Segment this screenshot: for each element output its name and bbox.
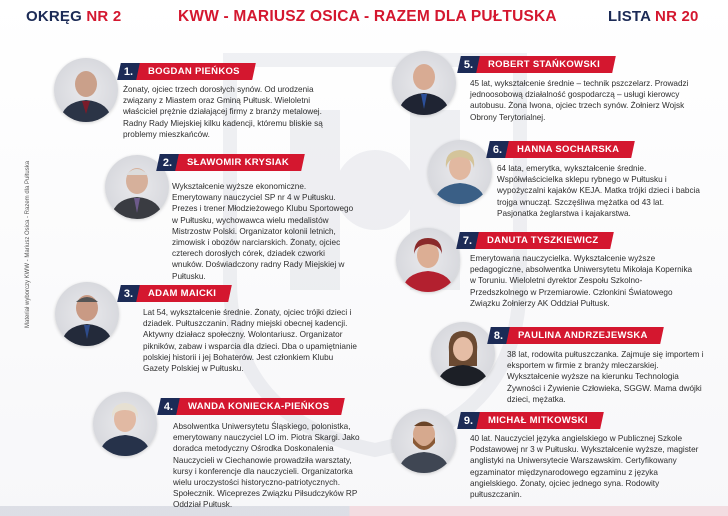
- candidate-name-6: HANNA SOCHARSKA: [517, 144, 620, 155]
- list-number: NR 20: [655, 8, 699, 25]
- candidate-name-9: MICHAŁ MITKOWSKI: [488, 415, 588, 426]
- candidate-name-1: BOGDAN PIEŃKOS: [148, 66, 240, 77]
- candidate-bar-5: [459, 56, 614, 73]
- candidate-number-8: 8.: [494, 329, 504, 342]
- candidate-bio-7: Emerytowana nauczycielka. Wykształcenie wyższe pedagogiczne, absolwentka Uniwersytetu Mikołaja Kopernika w Toruniu. Wieloletni dyrektor Zespołu Szkolno-Przedszkolnego w Przemiarowie. Członkini Światowego Związku Żołnierzy AK Oddział Pułtusk.: [470, 254, 693, 308]
- candidate-photo-4: [93, 392, 157, 456]
- candidate-bio-3: Lat 54, wykształcenie średnie. Żonaty, ojciec trójki dzieci i dziadek. Pułtuszczanin. Radny miejski obecnej kadencji. Aktywny działacz społeczny. Wolontariusz. Organizator pikników, zabaw i wsparcia dla dzieci. Dba o upamiętnianie polskiej historii i jej Bohaterów. Jest członkiem Klubu Gazety Polskiej w Pułtusku.: [143, 308, 357, 374]
- candidate-number-2: 2.: [163, 156, 173, 169]
- candidate-bio-6: 64 lata, emerytka, wykształcenie średnie. Współwłaścicielka sklepu rybnego w Pułtusku i wypożyczalni kajaków KEJA. Matka trójki dzieci i babcia trojga wnucząt. Szczęśliwa mężatka od 43 lat. Pasjonatka żeglarstwa i kajakarstwa.: [497, 164, 700, 218]
- candidate-bar-2: [158, 154, 303, 171]
- candidate-bio-4: Absolwentka Uniwersytetu Śląskiego, polonistka, emerytowany nauczyciel LO im. Piotra Skargi. Jako doradca metodyczny Ośrodka Doskonalenia Nauczycieli w Ciechanowie prowadziła warsztaty, kursy i konferencje dla nauczycieli. Organizatorka wielu uroczystości historyczno-patriotycznych. Społecznik. Wiceprezes Związku Piłsudczyków RP Oddział Pułtusk.: [173, 422, 360, 510]
- candidate-bar-4: [159, 398, 343, 415]
- candidate-name-4: WANDA KONIECKA-PIEŃKOS: [188, 401, 330, 412]
- candidate-number-4: 4.: [164, 400, 174, 413]
- candidate-number-1: 1.: [124, 65, 134, 78]
- district-label: OKRĘG: [26, 8, 83, 25]
- bottom-ribbon: [0, 506, 728, 516]
- candidate-bio-5: 45 lat, wykształcenie średnie – technik pszczelarz. Prowadzi jednoosobową działalność gospodarczą – usługi kierowcy autobusu. Żona Iwona, ojciec trzech synów. Żołnierz Wojsk Obrony Terytorialnej.: [470, 79, 689, 122]
- candidate-number-5: 5.: [464, 58, 474, 71]
- candidate-number-3: 3.: [124, 287, 134, 300]
- district-header: [26, 8, 121, 25]
- candidate-photo-8: [431, 322, 495, 386]
- candidate-name-3: ADAM MAICKI: [148, 288, 217, 299]
- candidate-bar-8: [489, 327, 662, 344]
- candidate-photo-6: [428, 140, 492, 204]
- candidate-bio-8: 38 lat, rodowita pułtuszczanka. Zajmuje się importem i eksportem w firmie z branży mleczarskiej. Wykształcenie wyższe na kierunku Technologia Żywności i Żywienie Człowieka, SGGW. Mama dwójki dzieci, mężatka.: [507, 350, 704, 404]
- candidate-name-8: PAULINA ANDRZEJEWSKA: [518, 330, 648, 341]
- candidate-bar-7: [458, 232, 612, 249]
- candidate-name-5: ROBERT STAŃKOWSKI: [488, 59, 601, 70]
- list-label: LISTA: [608, 8, 651, 25]
- candidate-bar-6: [488, 141, 633, 158]
- candidate-number-6: 6.: [493, 143, 503, 156]
- candidate-bio-9: 40 lat. Nauczyciel języka angielskiego w Publicznej Szkole Podstawowej nr 3 w Pułtusku. Wykształcenie wyższe, magister anglistyki na Uniwersytecie Warszawskim. Certyfikowany egzaminator międzynarodowego egzaminu z języka angielskiego. Żonaty, ojciec jednego syna. Rodowity pułtuszczanin.: [470, 434, 699, 500]
- candidate-name-2: SŁAWOMIR KRYSIAK: [187, 157, 290, 168]
- candidate-bio-2: Wykształcenie wyższe ekonomiczne. Emerytowany nauczyciel SP nr 4 w Pułtusku. Prezes i trener Młodzieżowego Klubu Sportowego w Pułtusku, wychowawca wielu medalistów Mistrzostw Polski. Organizator kolonii letnich, zimowisk i obozów narciarskich. Żonaty, ojciec czterech dorosłych córek, dziadek czworki wnuków. Doświadczony radny Rady Miejskiej w Pułtusku.: [172, 182, 354, 281]
- list-header: [608, 8, 699, 25]
- candidate-bar-9: [459, 412, 602, 429]
- candidate-photo-9: [392, 409, 456, 473]
- committee-title: KWW - MARIUSZ OSICA - RAZEM DLA PUŁTUSKA: [178, 8, 557, 25]
- candidate-bio-1: Żonaty, ojciec trzech dorosłych synów. Od urodzenia związany z Miastem oraz Gminą Pułtusk. Wieloletni właściciel prężnie działającej firmy z branży metalowej. Radny Rady Miejskiej kilku kadencji, któremu bliskie są problemy mieszkańców.: [123, 85, 323, 139]
- candidate-bar-3: [119, 285, 230, 302]
- candidate-photo-5: [392, 51, 456, 115]
- candidate-photo-1: [54, 58, 118, 122]
- candidate-bar-1: [119, 63, 254, 80]
- candidate-photo-7: [396, 228, 460, 292]
- district-number: NR 2: [86, 8, 122, 25]
- candidate-number-7: 7.: [463, 234, 473, 247]
- side-note: Materiał wyborczy KWW - Mariusz Osica - Razem dla Pułtuska: [25, 160, 31, 328]
- candidate-photo-3: [55, 282, 119, 346]
- candidate-number-9: 9.: [464, 414, 474, 427]
- candidate-name-7: DANUTA TYSZKIEWICZ: [487, 235, 599, 246]
